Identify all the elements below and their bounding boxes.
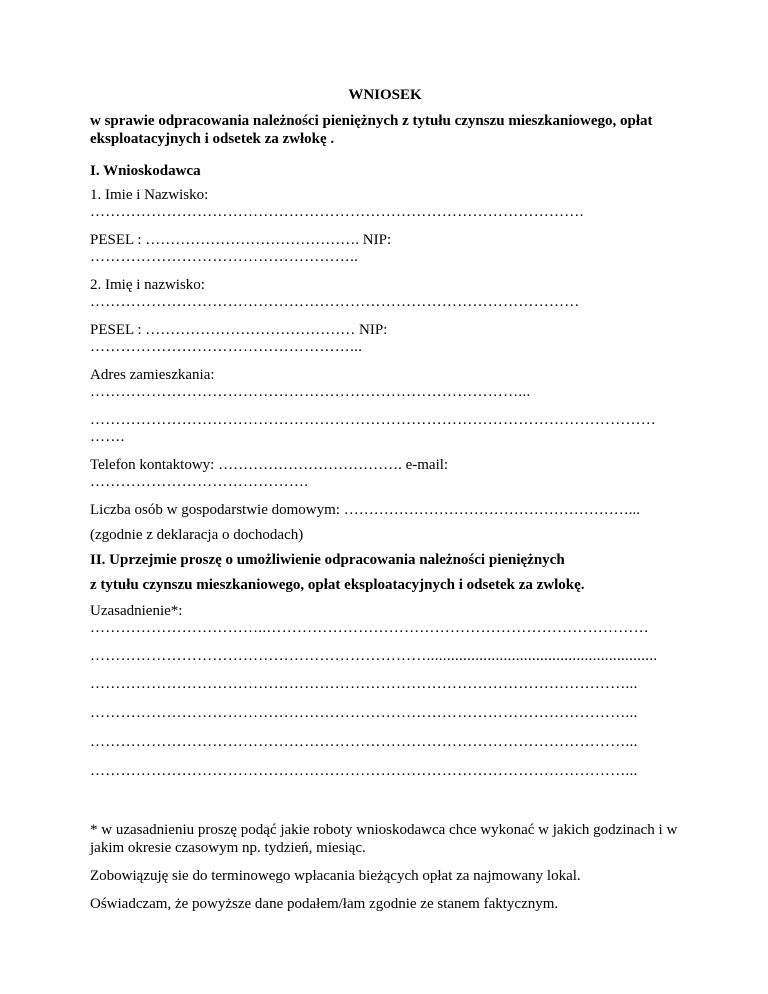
- document-subtitle: w sprawie odpracowania należności pieniężnych z tytułu czynszu mieszkaniowego, opłat eksploatacyjnych i odsetek za zwłokę .: [90, 113, 653, 147]
- justification-label: Uzasadnienie*:: [90, 603, 183, 619]
- justification-line: ………………………………………………………….........................................................: [90, 648, 658, 664]
- address-dots-1: …………………………………………………………………………...: [90, 384, 531, 400]
- phone-line: Telefon kontaktowy: ………………………………. e-mail:: [90, 457, 449, 473]
- pesel2-dots: ……………………………………………...: [90, 339, 363, 355]
- pesel2-line: PESEL : …………………………………… NIP:: [90, 322, 388, 338]
- person2-dots: ……………………………………………………………………………………: [90, 294, 580, 310]
- pesel1-line: PESEL : ……………………………………. NIP:: [90, 232, 392, 248]
- phone-dots: …………………………………….: [90, 474, 309, 490]
- justification-line: ……………………………..…………………………………………………………………: [90, 620, 649, 636]
- section2-heading-2: z tytułu czynszu mieszkaniowego, opłat eksploatacyjnych i odsetek za zwlokę.: [90, 577, 585, 593]
- person1-dots: …………………………………………………………………………………….: [90, 204, 584, 220]
- justification-line: ……………………………………………………………………………………………...: [90, 705, 638, 721]
- footnote: * w uzasadnieniu proszę podąć jakie roboty wnioskodawca chce wykonać w jakich godzinach i w jakim okresie czasowym np. tydzień, miesiąc.: [90, 822, 678, 856]
- justification-line: ……………………………………………………………………………………………...: [90, 734, 638, 750]
- pesel1-dots: ……………………………………………..: [90, 249, 359, 265]
- address-label: Adres zamieszkania:: [90, 367, 215, 383]
- person2-label: 2. Imię i nazwisko:: [90, 277, 205, 293]
- address-dots-3: …….: [90, 429, 125, 445]
- section1-heading: I. Wnioskodawca: [90, 163, 201, 179]
- person1-label: 1. Imie i Nazwisko:: [90, 187, 209, 203]
- household-line: Liczba osób w gospodarstwie domowym: …………………………………………………...: [90, 502, 640, 518]
- justification-line: ……………………………………………………………………………………………...: [90, 763, 638, 779]
- document-title: WNIOSEK: [348, 87, 422, 103]
- declaration-statement: Oświadczam, że powyższe dane podałem/łam zgodnie ze stanem faktycznym.: [90, 896, 559, 912]
- address-dots-2: …………………………………………………………………………………………………: [90, 412, 657, 428]
- justification-line: ……………………………………………………………………………………………...: [90, 676, 638, 692]
- commitment-statement: Zobowiązuję sie do terminowego wpłacania bieżących opłat za najmowany lokal.: [90, 868, 581, 884]
- section2-heading-1: II. Uprzejmie proszę o umożliwienie odpracowania należności pieniężnych: [90, 552, 565, 568]
- household-note: (zgodnie z deklaracja o dochodach): [90, 527, 304, 543]
